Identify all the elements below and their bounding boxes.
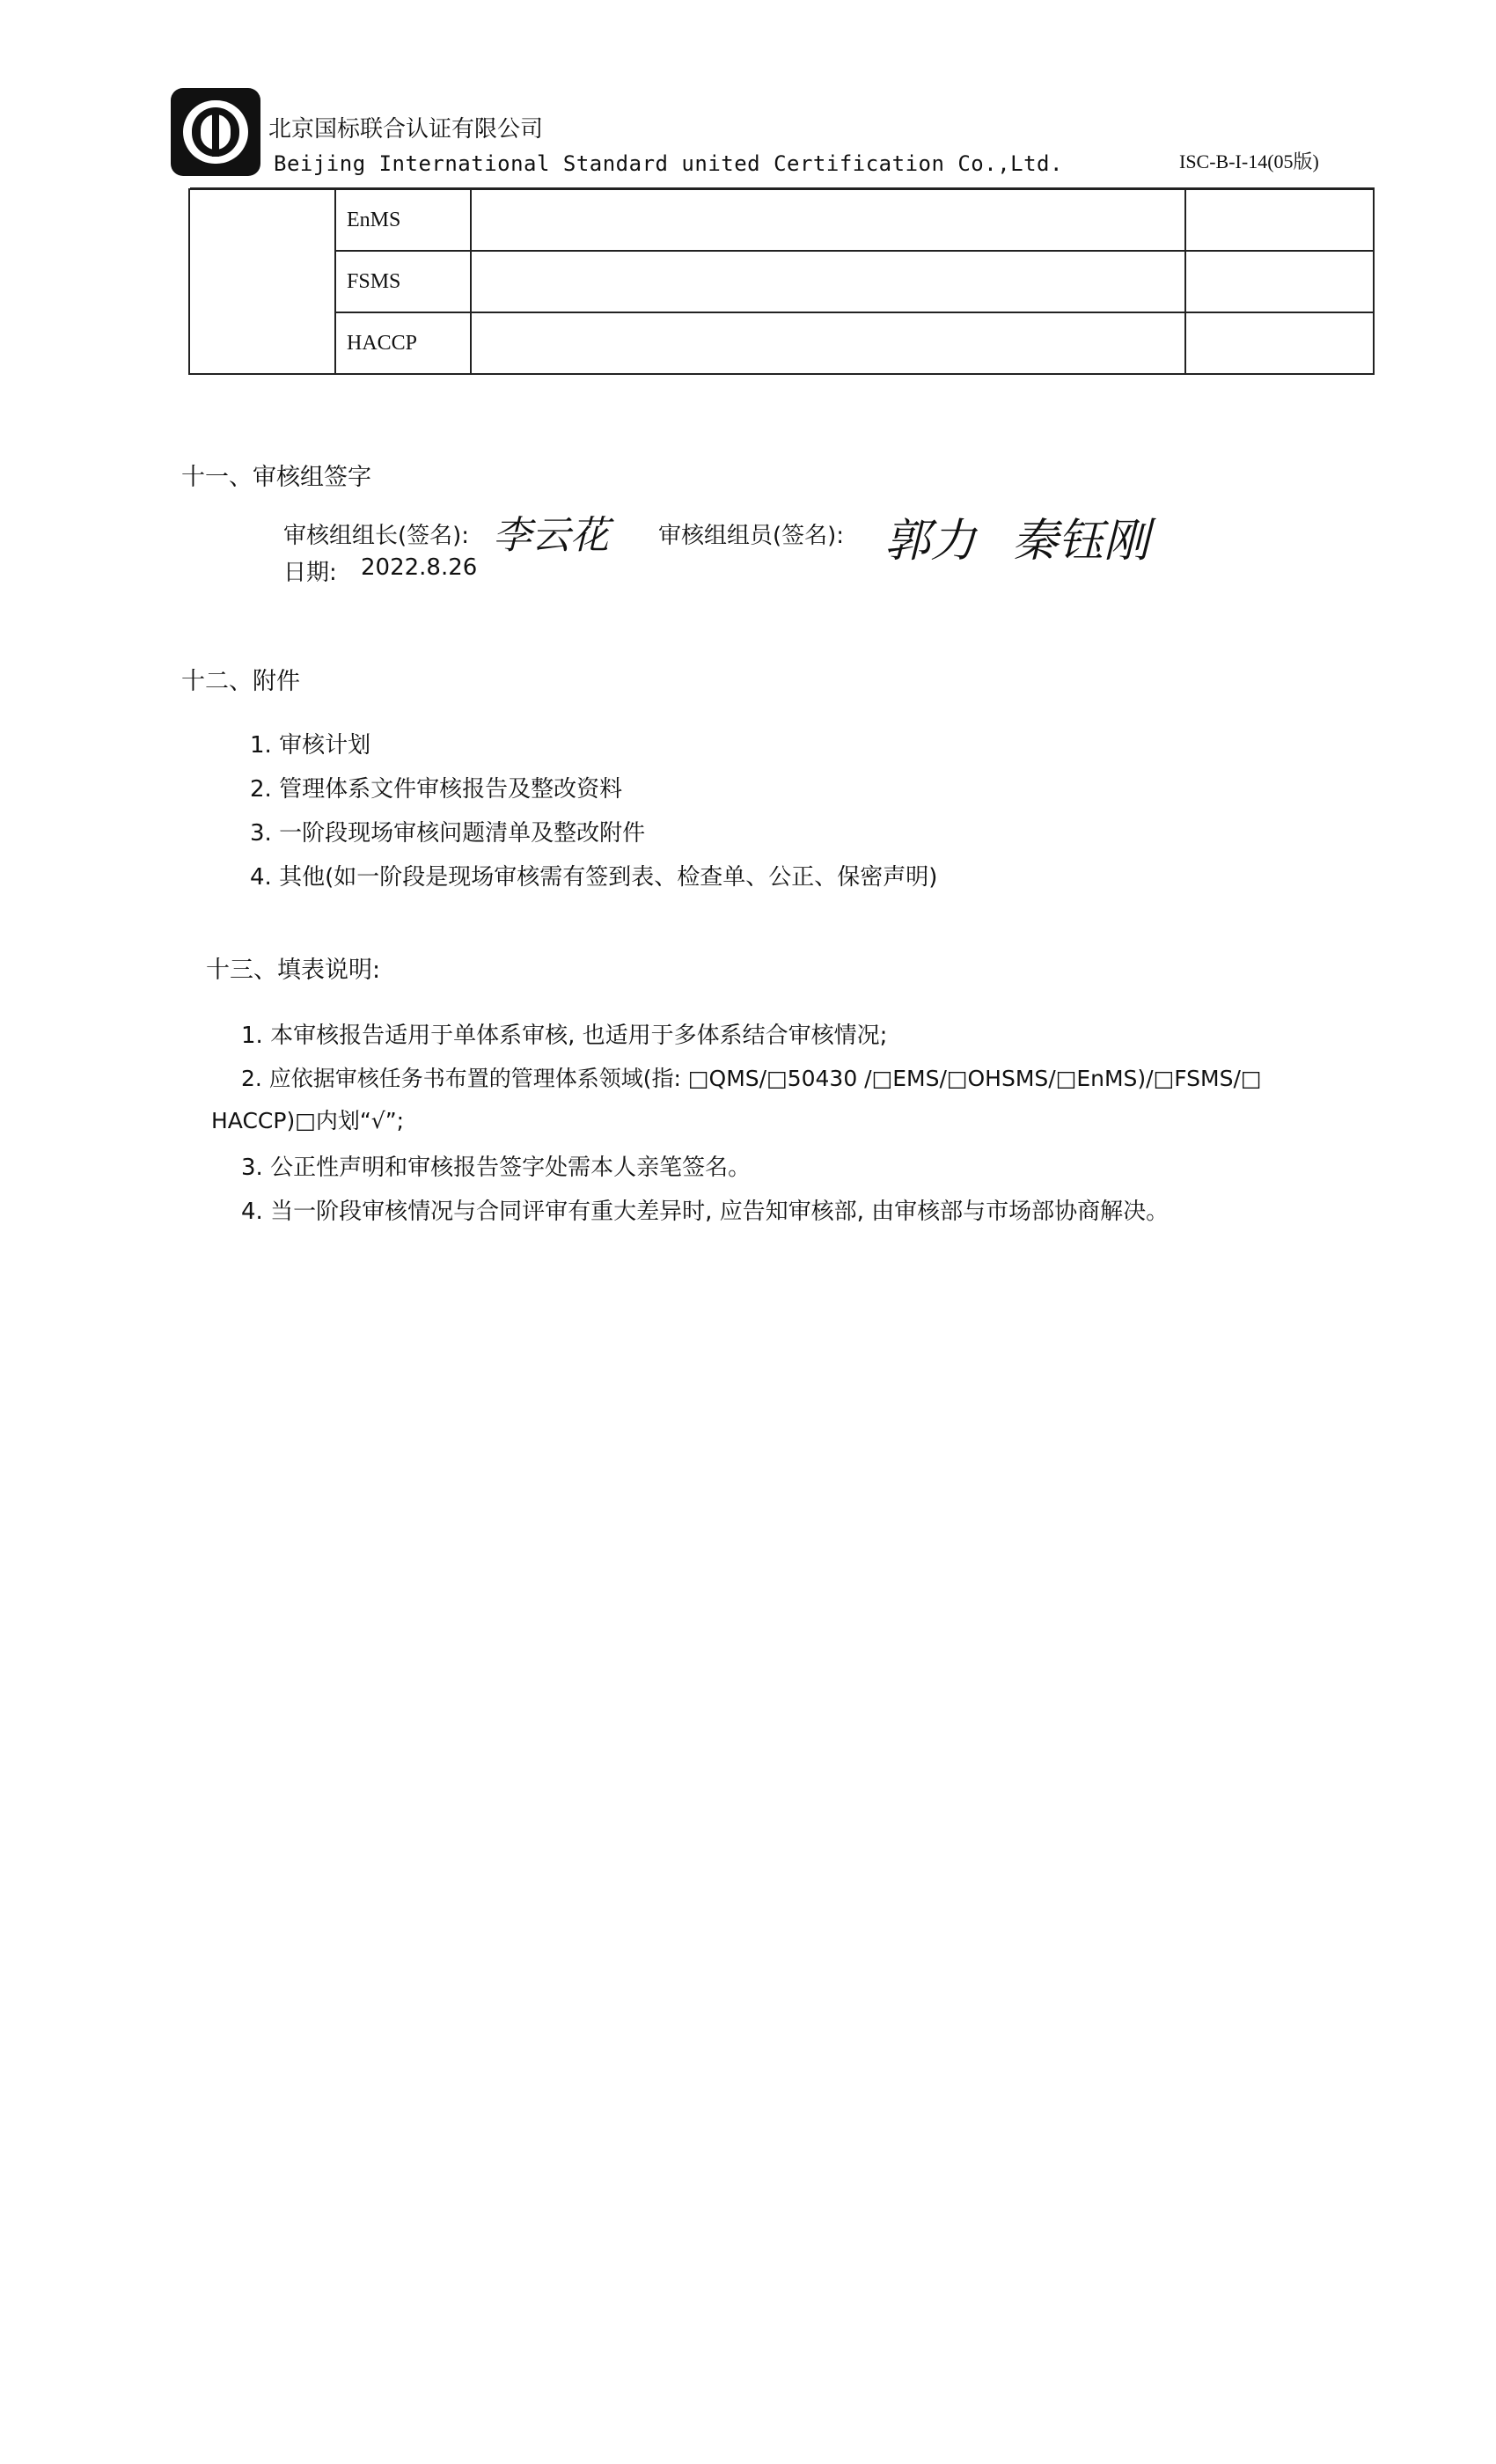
instruction-item: 2. 应依据审核任务书布置的管理体系领域(指: □QMS/□50430 /□EMS/□OHSMS/□EnMS)/□FSMS/□	[241, 1066, 1262, 1091]
instruction-item: 4. 当一阶段审核情况与合同评审有重大差异时, 应告知审核部, 由审核部与市场部协商解决。	[241, 1199, 1170, 1225]
section-11-title: 十一、审核组签字	[181, 464, 371, 491]
attachment-item: 3. 一阶段现场审核问题清单及整改附件	[250, 820, 646, 847]
system-cell: FSMS	[335, 251, 471, 312]
content-cell	[471, 251, 1185, 312]
table-merged-cell	[189, 189, 335, 374]
company-logo	[171, 88, 260, 176]
remark-cell	[1185, 312, 1374, 374]
attachment-item: 2. 管理体系文件审核报告及整改资料	[250, 776, 623, 803]
company-name-en: Beijing International Standard united Certification Co.,Ltd.	[274, 151, 1063, 176]
instruction-item: 3. 公正性声明和审核报告签字处需本人亲笔签名。	[241, 1155, 752, 1181]
table-row	[189, 312, 1374, 374]
table-row	[189, 251, 1374, 312]
system-cell: EnMS	[335, 189, 471, 251]
section-13-title: 十三、填表说明:	[206, 957, 381, 984]
content-cell	[471, 312, 1185, 374]
member-signature-1: 郭力	[884, 515, 977, 568]
company-name-cn: 北京国标联合认证有限公司	[268, 116, 544, 143]
attachment-item: 4. 其他(如一阶段是现场审核需有签到表、检查单、公正、保密声明)	[250, 864, 938, 891]
leader-signature: 李云花	[493, 513, 609, 558]
table-row	[189, 189, 1374, 251]
remark-cell	[1185, 251, 1374, 312]
date-value: 2022.8.26	[361, 554, 478, 581]
management-system-table	[188, 188, 1375, 375]
document-code: ISC-B-I-14(05版)	[1179, 150, 1319, 172]
leader-signature-label: 审核组组长(签名):	[283, 523, 470, 549]
instruction-item: 1. 本审核报告适用于单体系审核, 也适用于多体系结合审核情况;	[241, 1023, 888, 1049]
member-signature-2: 秦钰刚	[1012, 515, 1150, 568]
system-cell: HACCP	[335, 312, 471, 374]
remark-cell	[1185, 189, 1374, 251]
date-label: 日期:	[283, 560, 337, 586]
attachment-item: 1. 审核计划	[250, 732, 371, 759]
content-cell	[471, 189, 1185, 251]
instruction-item: HACCP)□内划“√”;	[211, 1108, 405, 1133]
member-signature-label: 审核组组员(签名):	[658, 523, 845, 549]
section-12-title: 十二、附件	[181, 668, 300, 695]
